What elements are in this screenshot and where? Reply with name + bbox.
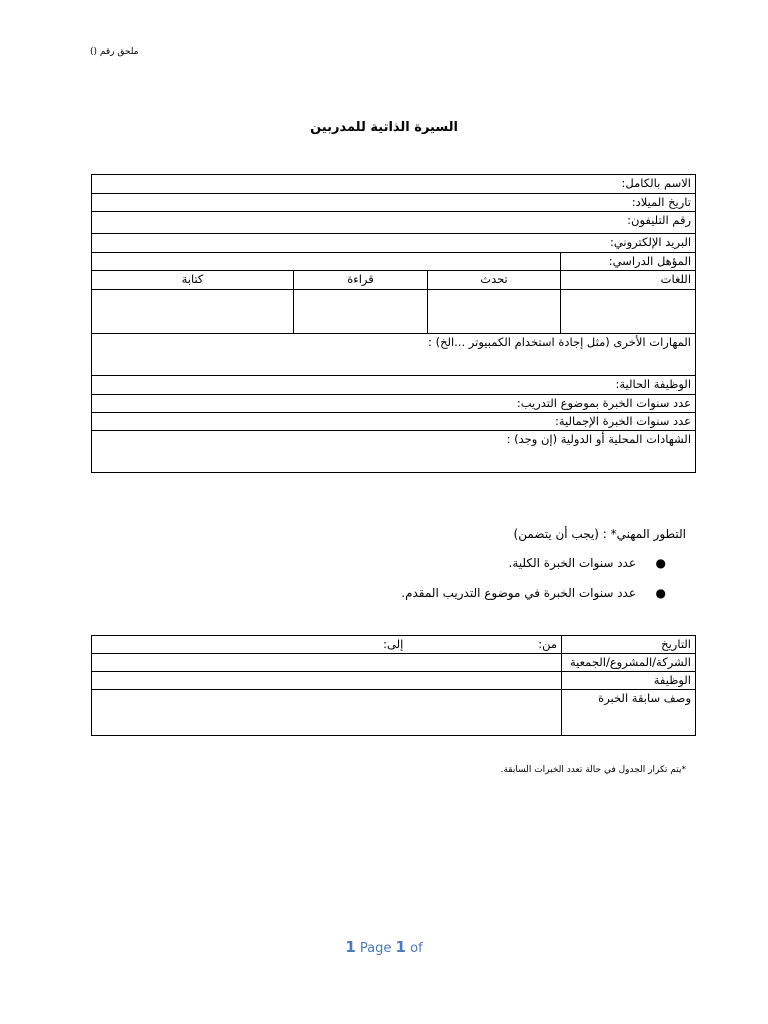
professional-bullet-list bbox=[401, 556, 686, 616]
lang-speak-header: تحدث bbox=[428, 271, 561, 290]
description-label: وصف سابقة الخبرة bbox=[562, 690, 696, 736]
job-value bbox=[92, 672, 562, 690]
full-name-label: الاسم بالكامل: bbox=[92, 175, 696, 194]
lang-read-cell bbox=[294, 290, 428, 334]
date-label: التاريخ bbox=[562, 636, 696, 654]
bullet-text: عدد سنوات الخبرة الكلية. bbox=[508, 556, 636, 570]
description-value bbox=[92, 690, 562, 736]
of-word: of bbox=[410, 941, 423, 956]
current-job-label: الوظيفة الحالية: bbox=[92, 376, 696, 395]
lang-write-header: كتابة bbox=[92, 271, 294, 290]
company-value bbox=[92, 654, 562, 672]
lang-write-cell bbox=[92, 290, 294, 334]
qualification-label: المؤهل الدراسي: bbox=[561, 253, 696, 271]
professional-development-title: التطور المهني* : (يجب أن يتضمن) bbox=[513, 527, 686, 541]
exp-years-topic-label: عدد سنوات الخبرة بموضوع التدريب: bbox=[92, 395, 696, 413]
annex-label: ملحق رقم () bbox=[90, 47, 139, 57]
qualification-value bbox=[92, 253, 561, 271]
page-word: Page bbox=[359, 941, 392, 956]
current-page-number: 1 bbox=[345, 938, 356, 956]
bullet-icon: ● bbox=[655, 586, 666, 600]
birth-date-label: تاريخ الميلاد: bbox=[92, 194, 696, 212]
total-page-number: 1 bbox=[395, 938, 406, 956]
experience-table bbox=[91, 635, 696, 736]
list-item bbox=[401, 586, 686, 616]
languages-label: اللغات bbox=[561, 271, 696, 290]
bullet-icon: ● bbox=[655, 556, 666, 570]
company-label: الشركة/المشروع/الجمعية bbox=[562, 654, 696, 672]
exp-years-total-label: عدد سنوات الخبرة الإجمالية: bbox=[92, 413, 696, 431]
to-label: إلى: bbox=[383, 637, 404, 651]
page-title: السيرة الذاتية للمدربين bbox=[310, 120, 458, 135]
lang-speak-cell bbox=[428, 290, 561, 334]
list-item bbox=[401, 556, 686, 586]
bullet-text: عدد سنوات الخبرة في موضوع التدريب المقدم. bbox=[401, 586, 636, 600]
lang-read-header: قراءة bbox=[294, 271, 428, 290]
date-range-cell: من: إلى: bbox=[92, 636, 562, 654]
personal-info-table bbox=[91, 174, 696, 473]
other-skills-label: المهارات الأخرى (مثل إجادة استخدام الكمبيوتر ...الخ) : bbox=[92, 334, 696, 376]
footnote: *يتم تكرار الجدول في حالة تعدد الخبرات السابقة. bbox=[500, 765, 686, 775]
job-label: الوظيفة bbox=[562, 672, 696, 690]
page-indicator bbox=[0, 938, 768, 956]
certificates-label: الشهادات المحلية أو الدولية (إن وجد) : bbox=[92, 431, 696, 473]
email-label: البريد الإلكتروني: bbox=[92, 234, 696, 253]
phone-label: رقم التليفون: bbox=[92, 212, 696, 234]
lang-name-cell bbox=[561, 290, 696, 334]
